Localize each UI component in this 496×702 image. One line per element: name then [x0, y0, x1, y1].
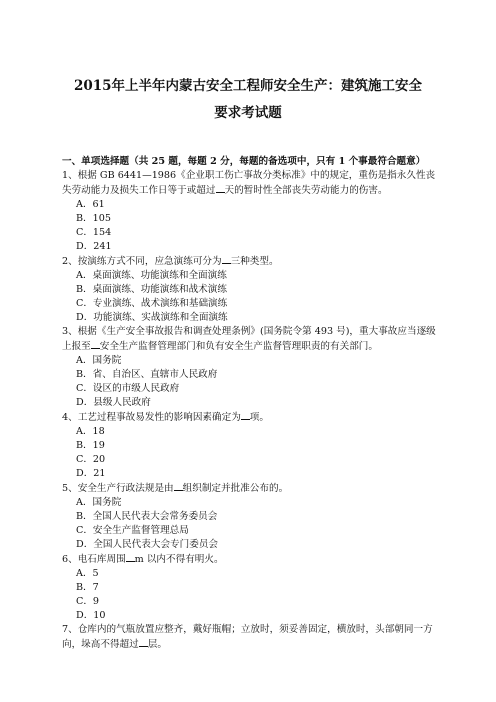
answer-option: C．154 [76, 227, 112, 238]
question-text: 2、按演练方式不同，应急演练可分为 [62, 256, 222, 267]
answer-option: C．安全生产监督管理总局 [76, 525, 189, 536]
answer-option: B．7 [76, 582, 99, 593]
answer-option: D．21 [76, 468, 106, 479]
question-text-end: 天的暂时性全部丧失劳动能力的伤害。 [224, 185, 388, 196]
answer-blank [91, 339, 100, 349]
exam-content [62, 155, 440, 652]
answer-blank [241, 410, 250, 420]
question-text: 3、根据《生产安全事故报告和调查处理条例》(国务院令第 493 号)，重大事故应当逐级上报至 [62, 326, 436, 352]
answer-option: C．9 [76, 596, 100, 607]
question-text-end: m 以内不得有明火。 [134, 554, 224, 565]
answer-option: B．105 [76, 213, 111, 224]
question-text: 6、电石库周围 [62, 554, 126, 565]
question-text: 1、根据 GB 6441—1986《企业职工伤亡事故分类标准》中的规定，重伤是指永久性丧失劳动能力及损失工作日等于或超过 [62, 170, 436, 196]
answer-option: A．61 [76, 199, 105, 210]
answer-option: B．省、自治区、直辖市人民政府 [76, 369, 218, 380]
answer-option: C．专业演练、战术演练和基础演练 [76, 298, 228, 309]
document-title: 2015年上半年内蒙古安全工程师安全生产：建筑施工安全 [73, 78, 423, 94]
answer-blank [222, 254, 231, 264]
answer-option: C．设区的市级人民政府 [76, 383, 180, 394]
answer-blank [126, 552, 135, 562]
answer-option: A．国务院 [76, 355, 122, 366]
answer-option: B．全国人民代表大会常务委员会 [76, 511, 218, 522]
answer-option: D．10 [76, 610, 106, 621]
answer-option: A．桌面演练、功能演练和全面演练 [76, 270, 227, 281]
question-item [62, 481, 440, 496]
answer-option: C．20 [76, 454, 106, 465]
question-text-end: 项。 [249, 412, 269, 423]
answer-option: B．19 [76, 440, 105, 451]
answer-blank [174, 481, 183, 491]
answer-option: D．功能演练、实战演练和全面演练 [76, 312, 228, 323]
answer-blank [216, 183, 225, 193]
answer-option: D．县级人民政府 [76, 397, 151, 408]
question-item [62, 623, 440, 652]
question-item [62, 325, 440, 354]
question-item [62, 410, 440, 425]
section-header: 一、单项选择题（共 25 题，每题 2 分，每题的备选项中，只有 1 个事最符合题意） [62, 156, 426, 167]
answer-option: A．5 [76, 568, 99, 579]
answer-option: B．桌面演练、功能演练和战术演练 [76, 284, 227, 295]
answer-option: A．国务院 [76, 497, 122, 508]
question-text: 5、安全生产行政法规是由 [62, 483, 174, 494]
question-list [62, 169, 440, 652]
question-text: 4、工艺过程事故易发性的影响因素确定为 [62, 412, 241, 423]
document-title-continued: 要求考试题 [214, 105, 282, 121]
question-item [62, 254, 440, 269]
question-text-end: 安全生产监督管理部门和负有安全生产监督管理职责的有关部门。 [99, 341, 378, 352]
question-text: 7、仓库内的气瓶放置应整齐，戴好瓶帽；立放时，须妥善固定，横放时，头部朝同一方向，垛高不得超过 [62, 624, 433, 650]
question-item [62, 169, 440, 198]
answer-blank [139, 637, 148, 647]
answer-option: A．18 [76, 426, 105, 437]
question-text-end: 层。 [147, 639, 167, 650]
answer-option: D．全国人民代表大会专门委员会 [76, 539, 219, 550]
answer-option: D．241 [76, 241, 112, 252]
question-text-end: 组织制定并批准公布的。 [182, 483, 289, 494]
question-text-end: 三种类型。 [230, 256, 279, 267]
question-item [62, 552, 440, 567]
